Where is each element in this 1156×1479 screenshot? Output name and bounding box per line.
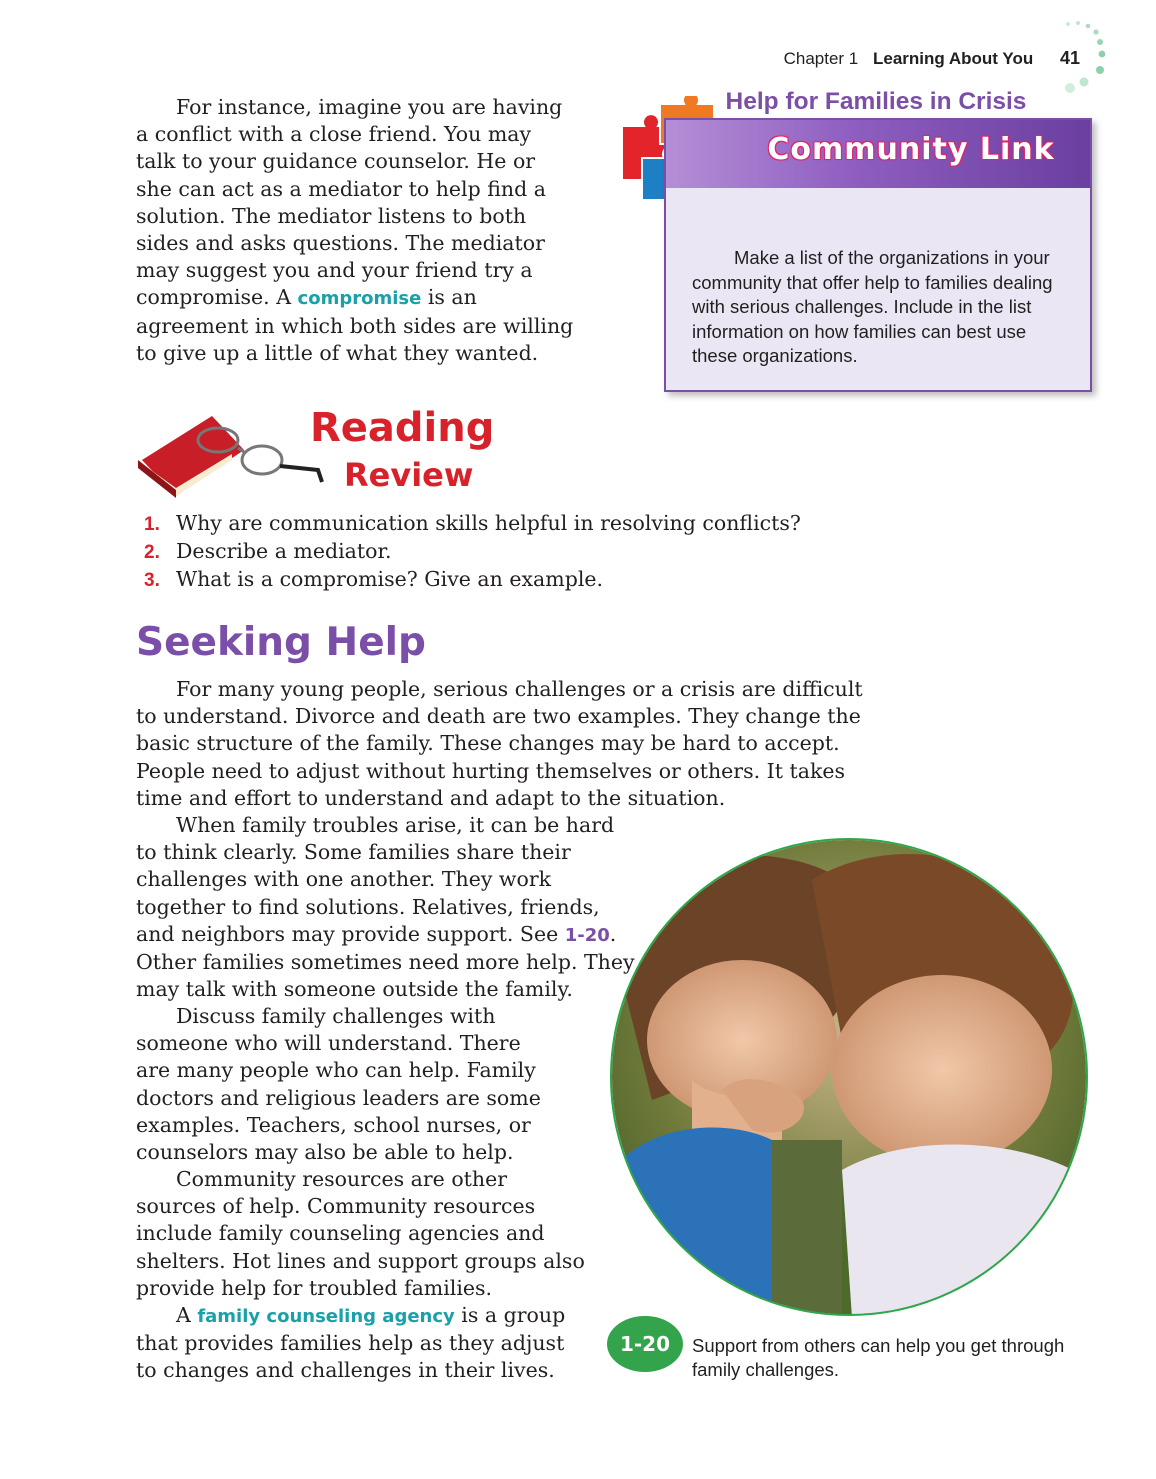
paragraph-text: For many young people, serious challenges or a crisis are difficult to understand. Divorce and death are two examples. They change the basic structure of the family. These changes may be hard to accept. People need to adjust without hurting themselves or others. It takes time and effort to understand and adapt to the situation. <box>136 677 863 810</box>
review-question <box>144 566 904 594</box>
paragraph-text-end: . Other families sometimes need more help. They may talk with someone outside the family. <box>136 921 635 1002</box>
paragraph-text: Discuss family challenges with someone who will understand. There are many people who can help. Family doctors and religious leaders are some examples. Teachers, school nurses, or counselors may also be able to help. <box>136 1004 541 1165</box>
community-link-title: Community Link <box>767 132 1055 167</box>
community-link-heading: Help for Families in Crisis <box>725 88 1027 115</box>
section-heading: Seeking Help <box>136 620 426 665</box>
review-question <box>144 538 904 566</box>
paragraph-text: A <box>176 1303 198 1327</box>
question-text: Describe a mediator. <box>176 539 392 563</box>
paragraph-text: Community resources are other sources of help. Community resources include family counseling agencies and shelters. Hot lines and support groups also provide help for troubled families. <box>136 1167 585 1300</box>
chapter-label: Chapter 1 <box>783 49 859 68</box>
running-header <box>700 48 1080 69</box>
photo-illustration <box>612 840 1088 1316</box>
figure-reference-link[interactable]: 1-20 <box>564 924 610 946</box>
figure-number-badge: 1-20 <box>607 1316 683 1372</box>
seeking-help-paragraph-2 <box>136 812 640 1003</box>
term-compromise: compromise <box>297 288 422 310</box>
question-text: What is a compromise? Give an example. <box>176 567 604 591</box>
question-text: Why are communication skills helpful in resolving conflicts? <box>176 511 801 535</box>
page-number: 41 <box>1059 48 1080 68</box>
book-glasses-icon <box>132 410 332 500</box>
reading-review-title-2: Review <box>344 456 474 494</box>
question-number: 1. <box>144 514 160 535</box>
intro-text: For instance, imagine you are having a conflict with a close friend. You may talk to your guidance counselor. He or she can act as a mediator to help find a solution. The mediator listens to both sides and asks questions. The mediator may suggest you and your friend try a compromise. A <box>136 95 563 310</box>
seeking-help-paragraph-4 <box>136 1166 588 1302</box>
community-link-text: Make a list of the organizations in your community that offer help to families dealing with serious challenges. Include in the list information on how families can best use these organizations. <box>692 247 1053 366</box>
paragraph-text: When family troubles arise, it can be hard to think clearly. Some families share their challenges with one another. They work together to find solutions. Relatives, friends, and neighbors may provide support. See <box>136 813 615 946</box>
reading-review-list <box>144 510 904 594</box>
decorative-dots-icon <box>1050 18 1120 98</box>
question-number: 3. <box>144 570 160 591</box>
figure-photo <box>610 838 1088 1316</box>
review-question <box>144 510 904 538</box>
chapter-title: Learning About You <box>873 49 1034 68</box>
seeking-help-paragraph-3 <box>136 1003 544 1166</box>
figure-caption: Support from others can help you get through family challenges. <box>692 1335 1065 1380</box>
intro-text-end: is an agreement in which both sides are willing to give up a little of what they wanted. <box>136 285 574 365</box>
seeking-help-paragraph-5 <box>136 1302 572 1385</box>
reading-review-title-1: Reading <box>310 405 495 451</box>
seeking-help-paragraph-1 <box>136 676 880 812</box>
question-number: 2. <box>144 542 160 563</box>
community-link-body <box>692 246 1072 369</box>
paragraph-text-end: is a group that provides families help as they adjust to changes and challenges in their lives. <box>136 1303 566 1383</box>
term-family-counseling-agency: family counseling agency <box>197 1306 455 1327</box>
intro-paragraph <box>136 94 576 367</box>
